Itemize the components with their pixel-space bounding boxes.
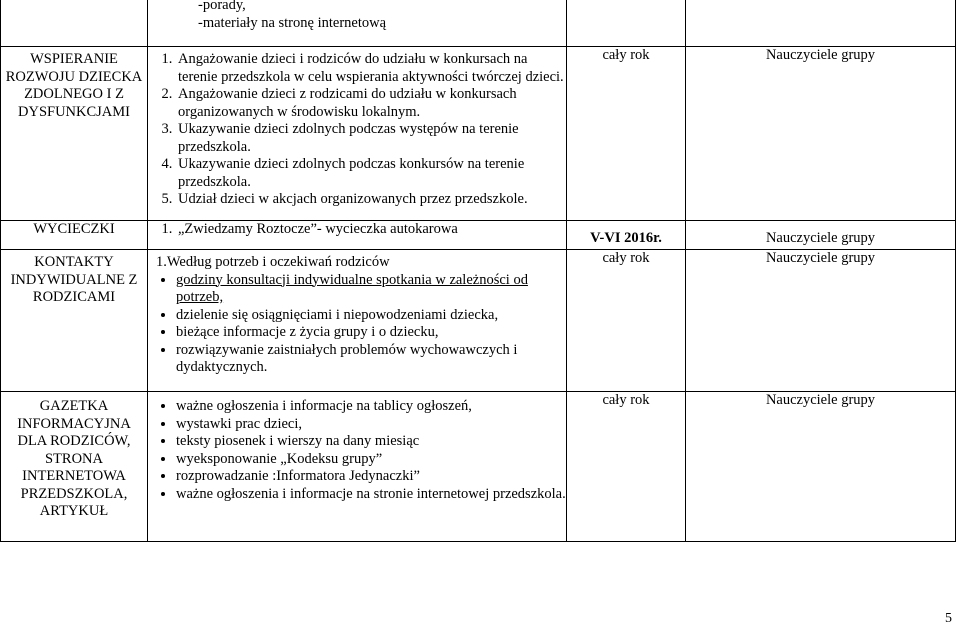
term-cell bbox=[567, 0, 686, 47]
bullet-list bbox=[148, 272, 566, 377]
category-cell bbox=[1, 221, 148, 250]
category-cell bbox=[1, 392, 148, 542]
list-item bbox=[176, 272, 566, 307]
responsible-text: Nauczyciele grupy bbox=[765, 47, 876, 63]
responsible-cell bbox=[686, 0, 956, 47]
term-text: cały rok bbox=[602, 392, 650, 408]
page-number: 5 bbox=[945, 611, 952, 626]
table-row bbox=[1, 392, 956, 542]
content-cell bbox=[148, 0, 567, 47]
list-item: 4. Ukazywanie dzieci zdolnych podczas konkursów na terenie przedszkola. bbox=[176, 156, 566, 191]
term-cell bbox=[567, 221, 686, 250]
table-row bbox=[1, 221, 956, 250]
item-list bbox=[148, 221, 566, 239]
text-line: -porady, bbox=[198, 0, 246, 13]
bullet-list bbox=[148, 398, 566, 503]
responsible-cell bbox=[686, 392, 956, 542]
category-cell bbox=[1, 47, 148, 221]
category-label: WSPIERANIE ROZWOJU DZIECKA ZDOLNEGO I Z DYSFUNKCJAMI bbox=[5, 51, 143, 120]
list-item: • dzielenie się osiągnięciami i niepowodzeniami dziecka, bbox=[176, 307, 566, 325]
category-label: WYCIECZKI bbox=[33, 221, 115, 237]
content-cell bbox=[148, 250, 567, 392]
table-row bbox=[1, 0, 956, 47]
table-row bbox=[1, 47, 956, 221]
list-item: • bieżące informacje z życia grupy i o dziecku, bbox=[176, 324, 566, 342]
text-line: -materiały na stronę internetową bbox=[198, 14, 387, 31]
list-item: 2. Angażowanie dzieci z rodzicami do udziału w konkursach organizowanych w środowisku lokalnym. bbox=[176, 86, 566, 121]
category-label: KONTAKTY INDYWIDUALNE Z RODZICAMI bbox=[10, 254, 138, 305]
list-item: • teksty piosenek i wierszy na dany miesiąc bbox=[176, 433, 566, 451]
term-text: cały rok bbox=[602, 250, 650, 266]
term-cell bbox=[567, 250, 686, 392]
intro-line: 1.Według potrzeb i oczekiwań rodziców bbox=[156, 254, 390, 270]
category-label: GAZETKA INFORMACYJNA DLA RODZICÓW, STRONA INTERNETOWA PRZEDSZKOLA, ARTYKUŁ bbox=[17, 398, 131, 519]
term-cell bbox=[567, 392, 686, 542]
table-row bbox=[1, 250, 956, 392]
responsible-text: Nauczyciele grupy bbox=[765, 229, 876, 246]
term-cell bbox=[567, 47, 686, 221]
responsible-cell bbox=[686, 47, 956, 221]
list-item: • rozwiązywanie zaistniałych problemów wychowawczych i dydaktycznych. bbox=[176, 342, 566, 377]
content-cell bbox=[148, 47, 567, 221]
category-cell bbox=[1, 0, 148, 47]
responsible-text: Nauczyciele grupy bbox=[765, 250, 876, 266]
content-cell bbox=[148, 221, 567, 250]
item-list bbox=[148, 51, 566, 209]
category-cell bbox=[1, 250, 148, 392]
list-item: • wyeksponowanie „Kodeksu grupy” bbox=[176, 451, 566, 469]
underlined-text: godziny konsultacji indywidualne spotkania w zależności od potrzeb, bbox=[176, 271, 528, 305]
list-item: • ważne ogłoszenia i informacje na stronie internetowej przedszkola. bbox=[176, 486, 566, 504]
list-item: 1. „Zwiedzamy Roztocze”- wycieczka autokarowa bbox=[176, 221, 566, 239]
list-item: • wystawki prac dzieci, bbox=[176, 416, 566, 434]
list-item: 3. Ukazywanie dzieci zdolnych podczas występów na terenie przedszkola. bbox=[176, 121, 566, 156]
responsible-text: Nauczyciele grupy bbox=[765, 392, 876, 408]
list-item: 5. Udział dzieci w akcjach organizowanych przez przedszkole. bbox=[176, 191, 566, 209]
term-text: V-VI 2016r. bbox=[590, 229, 662, 246]
responsible-cell bbox=[686, 250, 956, 392]
list-item: • rozprowadzanie :Informatora Jedynaczki” bbox=[176, 468, 566, 486]
list-item: 1. Angażowanie dzieci i rodziców do udziału w konkursach na terenie przedszkola w celu wspierania aktywności twórczej dzieci. bbox=[176, 51, 566, 86]
content-cell bbox=[148, 392, 567, 542]
term-text: cały rok bbox=[602, 47, 650, 63]
responsible-cell bbox=[686, 221, 956, 250]
list-item: • ważne ogłoszenia i informacje na tablicy ogłoszeń, bbox=[176, 398, 566, 416]
